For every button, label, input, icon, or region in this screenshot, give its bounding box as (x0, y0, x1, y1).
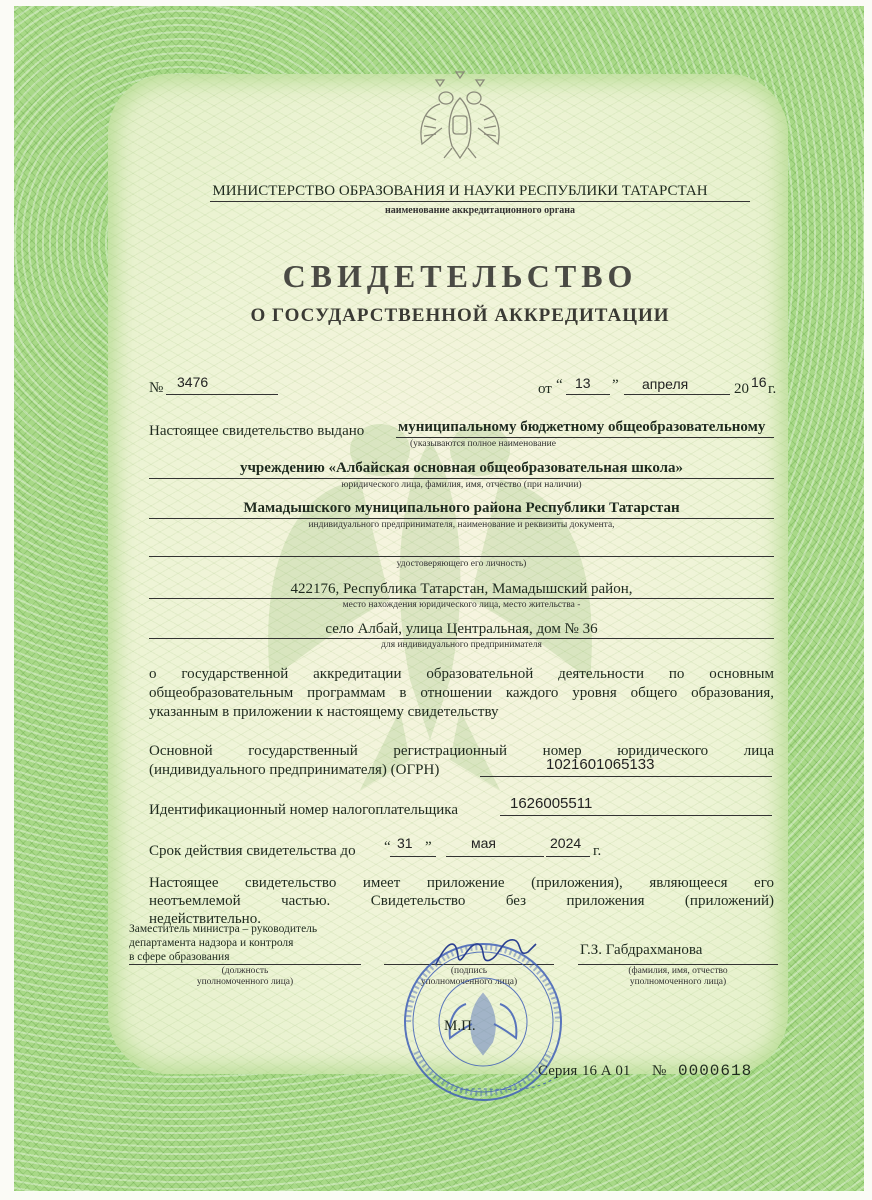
caption-entrepreneur: индивидуального предпринимателя, наименование и реквизиты документа, (308, 520, 615, 530)
number-underline (166, 394, 278, 395)
valid-month-underline (446, 856, 544, 857)
coat-of-arms-emblem (410, 68, 510, 164)
document-title: СВИДЕТЕЛЬСТВО (282, 258, 638, 294)
position-line-1: Заместитель министра – руководитель (129, 923, 318, 935)
organization-line-3: Мамадышского муниципального района Республики Татарстан (243, 500, 680, 516)
issued-label: Настоящее свидетельство выдано (149, 423, 365, 439)
valid-month: мая (471, 835, 496, 851)
date-day: 13 (575, 375, 591, 391)
certificate-number: 3476 (177, 374, 209, 390)
blank-number: 0000618 (678, 1062, 753, 1080)
date-year-suffix: 16 (751, 374, 767, 390)
body-line-3: указанным в приложении к настоящему свидетельству (149, 704, 499, 720)
signature-caption-1: (подпись (450, 966, 488, 976)
signer-position (129, 922, 317, 964)
date-day-underline (566, 394, 610, 395)
org-underline-4 (149, 556, 774, 557)
valid-year: 2024 (550, 835, 582, 851)
ogrn-underline (480, 776, 772, 777)
address-underline-1 (149, 598, 774, 599)
address-underline-2 (149, 638, 774, 639)
position-caption-2: уполномоченного лица) (196, 977, 294, 987)
ministry-name: МИНИСТЕРСТВО ОБРАЗОВАНИЯ И НАУКИ РЕСПУБЛИКИ ТАТАРСТАН (212, 183, 708, 199)
valid-day-underline (390, 856, 436, 857)
appendix-line-1: Настоящее свидетельство имеет приложение (приложения), являющееся его (149, 875, 774, 891)
valid-year-underline (546, 856, 590, 857)
date-prefix: от (538, 381, 552, 397)
organization-line-2: учреждению «Албайская основная общеобразовательная школа» (239, 460, 684, 476)
valid-day: 31 (397, 835, 413, 851)
date-year-prefix: 20 (734, 381, 749, 397)
inn-label: Идентификационный номер налогоплательщика (149, 802, 459, 818)
position-caption (129, 966, 361, 988)
caption-location: место нахождения юридического лица, место жительства - (342, 600, 581, 610)
appendix-line-2: неотъемлемой частью. Свидетельство без приложения (приложений) (149, 893, 774, 909)
org-underline-2 (149, 478, 774, 479)
inn-value: 1626005511 (510, 795, 593, 812)
number-label: № (149, 380, 164, 396)
signature-caption-2: уполномоченного лица) (420, 977, 518, 987)
validity-label: Срок действия свидетельства до (149, 843, 356, 859)
ministry-caption: наименование аккредитационного органа (384, 205, 576, 216)
series-value: 16 А 01 (582, 1063, 631, 1079)
date-year-label: г. (768, 381, 777, 397)
certificate-page: МИНИСТЕРСТВО ОБРАЗОВАНИЯ И НАУКИ РЕСПУБЛИКИ ТАТАРСТАН наименование аккредитационного органа СВИДЕТЕЛЬСТВО О ГОСУДАРСТВЕННОЙ АККРЕДИТАЦИИ № 3476 от “ 13 ” апреля 20 16 г. Настоящее свидетельство выдано муниципальному бюджетному общеобразовательному (указываются полное наименование учреждению «Албайская основная общеобразовательная школа» юридического лица, фамилия, имя, отчество (при наличии) Мамадышского муниципального района Республики Татарстан индивидуального предпринимателя, наименование и реквизиты документа, удостоверяющего его личность) 422176, Республика Татарстан, Мамадышский район, место нахождения юридического лица, место жительства - село Албай, улица Центральная, дом № 36 для индивидуального предпринимателя о государственной аккредитации образовательной деятельности по основным общеобразовательным программам в отношении каждого уровня общего образования, указанным в приложении к настоящему свидетельству Основной государственный регистрационный номер юридического лица (индивидуального предпринимателя) (ОГРН) 1021601065133 Идентификационный номер налогоплательщика 1626005511 Срок действия свидетельства до “ 31 ” мая 2024 г. Настоящее свидетельство имеет приложение (приложения), являющееся его неотъемлемой частью. Свидетельство без приложения (приложений) недействительно. Заместитель министра – руководитель департамента надзора и контроля в сфере образования (должность уполномоченного лица) (подпись уполномоченного лица) Г.З. Габдрахманова (фамилия, имя, отчество уполномоченного лица) М.П. Серия 16 А 01 № 0000618 (0, 0, 872, 1200)
body-line-1: о государственной аккредитации образовательной деятельности по основным (149, 666, 774, 682)
position-line-3: в сфере образования (129, 951, 230, 963)
valid-year-label: г. (593, 843, 602, 859)
ministry-underline (210, 201, 750, 202)
appendix-line-3: недействительно. (149, 911, 261, 927)
position-line-2: департамента надзора и контроля (129, 937, 294, 949)
caption-full-name: (указываются полное наименование (410, 439, 556, 449)
inn-underline (500, 815, 772, 816)
series-label: Серия (538, 1063, 578, 1079)
ogrn-label-line-1: Основной государственный регистрационный номер юридического лица (149, 743, 774, 759)
handwritten-signature (430, 930, 540, 975)
name-caption-2: уполномоченного лица) (629, 977, 727, 987)
caption-legal-entity: юридического лица, фамилия, имя, отчество (при наличии) (341, 480, 582, 490)
signer-name-caption (578, 966, 778, 988)
document-subtitle: О ГОСУДАРСТВЕННОЙ АККРЕДИТАЦИИ (250, 305, 670, 326)
body-line-2: общеобразовательным программам в отношении каждого уровня общего образования, (149, 685, 774, 701)
date-month-underline (624, 394, 730, 395)
date-month: апреля (642, 376, 689, 392)
ogrn-value: 1021601065133 (546, 756, 655, 773)
signer-name: Г.З. Габдрахманова (580, 942, 703, 958)
address-line-2: село Албай, улица Центральная, дом № 36 (325, 621, 598, 637)
caption-identity: удостоверяющего его личность) (396, 559, 527, 569)
signer-name-underline (578, 964, 778, 965)
stamp-label: М.П. (444, 1018, 476, 1034)
caption-entrepreneur-residence: для индивидуального предпринимателя (381, 640, 542, 650)
position-caption-1: (должность (221, 966, 269, 976)
name-caption-1: (фамилия, имя, отчество (628, 966, 728, 976)
position-underline (129, 964, 361, 965)
org-underline-3 (149, 518, 774, 519)
organization-line-1: муниципальному бюджетному общеобразовательному (398, 419, 766, 435)
address-line-1: 422176, Республика Татарстан, Мамадышский район, (290, 581, 633, 597)
ogrn-label-line-2: (индивидуального предпринимателя) (ОГРН) (149, 762, 440, 778)
blank-number-label: № (652, 1063, 667, 1079)
org-underline-1 (396, 437, 774, 438)
